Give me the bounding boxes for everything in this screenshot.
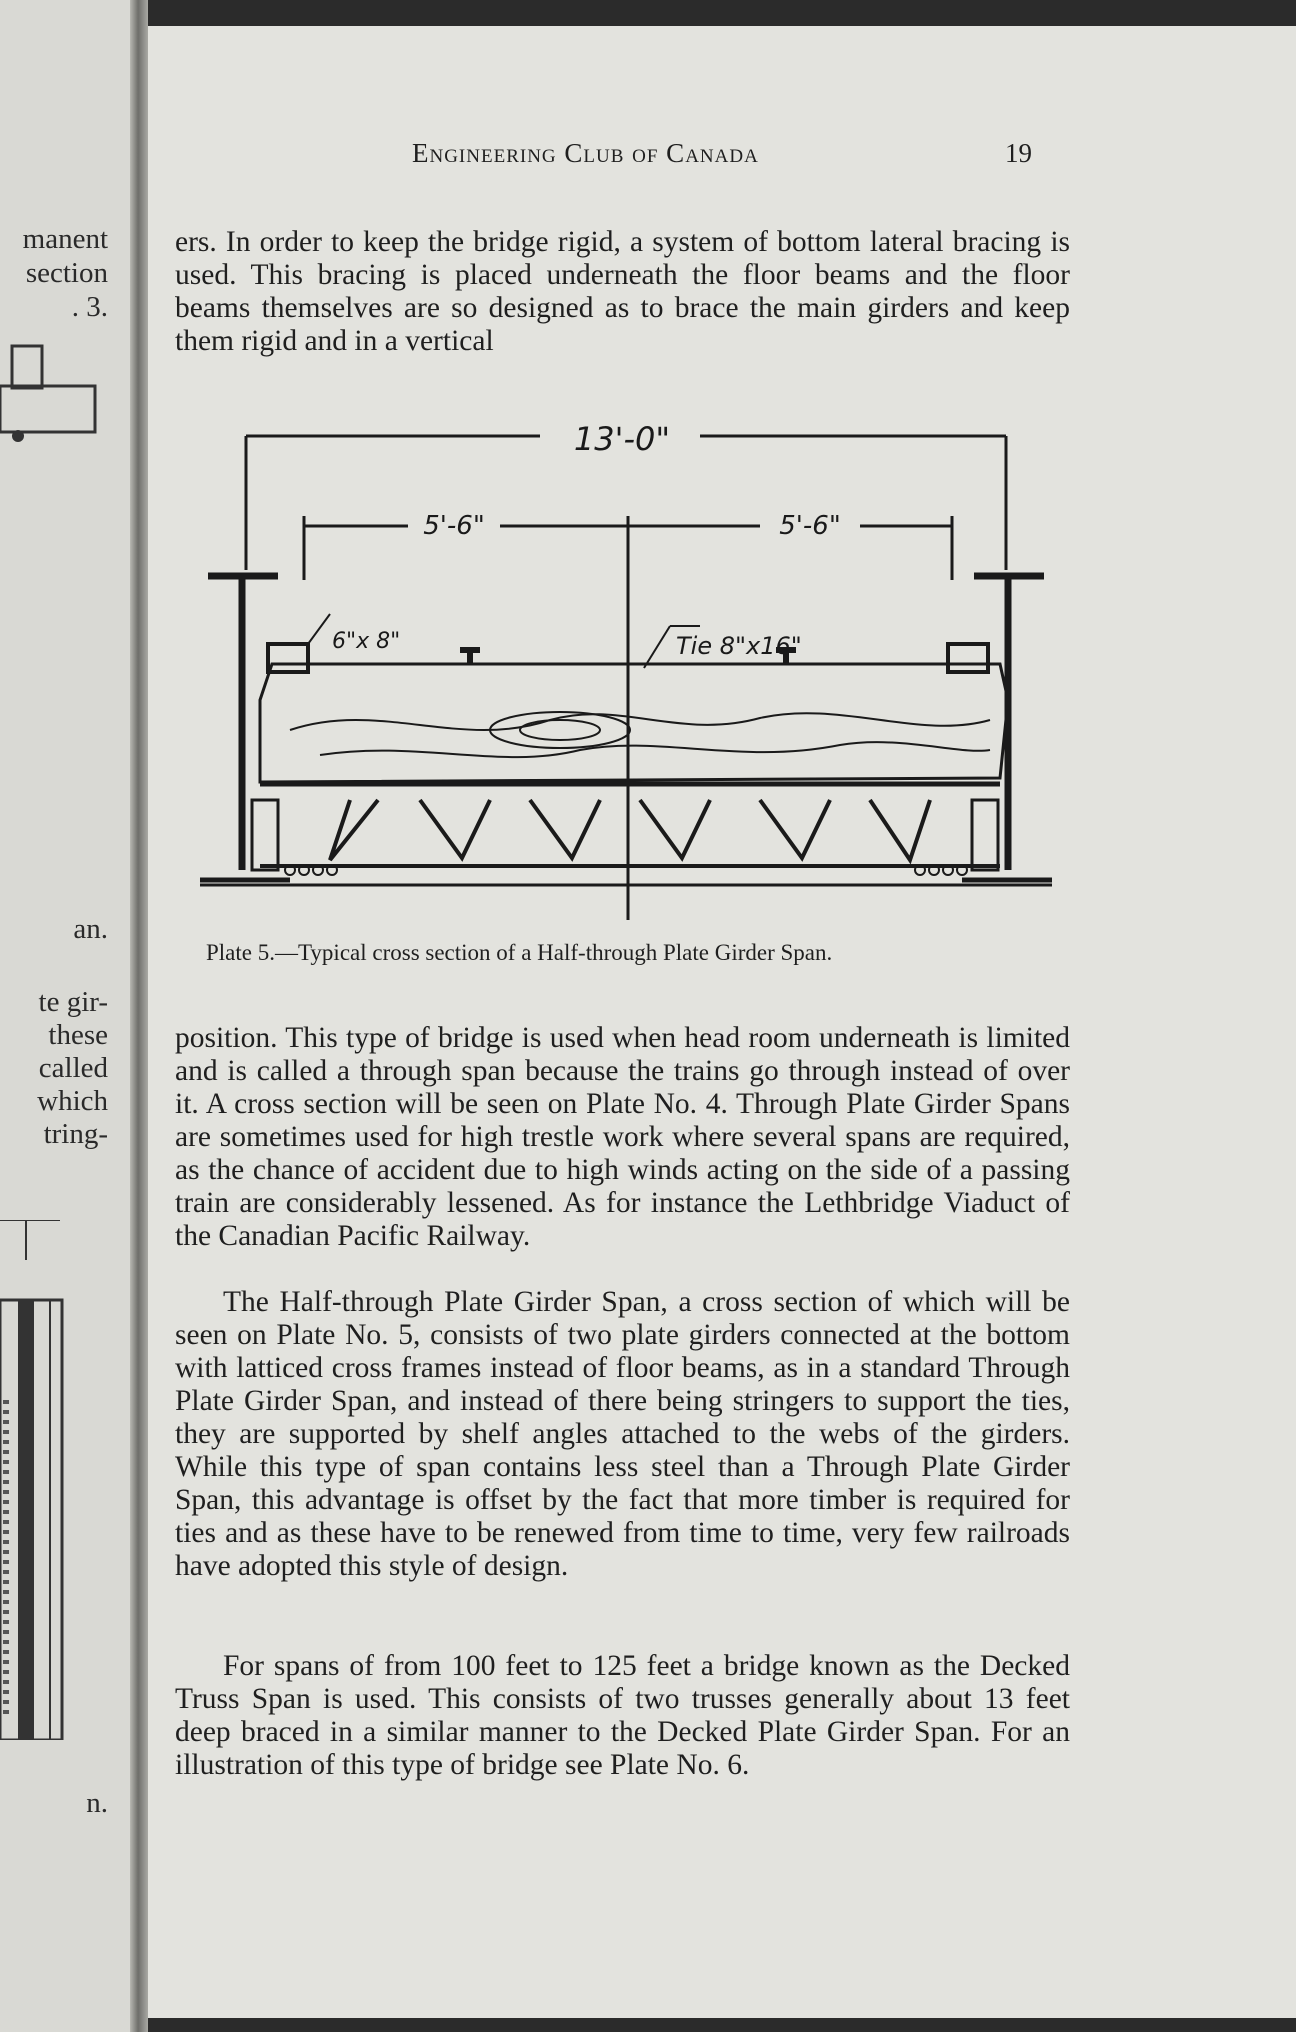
dimension-right: 5'-6": [779, 511, 841, 541]
facing-text-fragment: n.: [86, 1787, 108, 1819]
running-header: [262, 138, 1072, 178]
paragraph-text: The Half-through Plate Girder Span, a cross section of which will be seen on Plate No. 5, consists of two plate girders connected at the bottom with latticed cross frames instead of floor beams, as in a standard Through Plate Girder Span, and instead of there being stringers to support the ties, they are supported by shelf angles attached to the webs of the girders. While this type of span contains less steel than a Through Plate Girder Span, this advantage is offset by the fact that more timber is required for ties and as these have to be renewed from time to time, very few railroads have adopted this style of design.: [175, 1286, 1070, 1582]
cross-section-figure: [200, 400, 1060, 930]
paragraph-text: position. This type of bridge is used when head room underneath is limited and is called a through span because the trains go through instead of over it. A cross section will be seen on Plate No. 4. Through Plate Girder Spans are sometimes used for high trestle work where several spans are required, as the chance of accident due to high winds acting on the side of a passing train are considerably lessened. As for instance the Lethbridge Viaduct of the Canadian Pacific Railway.: [175, 1022, 1070, 1252]
paragraph-4: [175, 1650, 1070, 1782]
facing-text-fragment: an.: [73, 913, 108, 945]
label-block: 6"x 8": [332, 629, 401, 654]
paragraph-text: ers. In order to keep the bridge rigid, a system of bottom lateral bracing is used. This bracing is placed underneath the floor beams and the floor beams themselves are so designed as to brace the main girders and keep them rigid and in a vertical: [175, 226, 1070, 357]
paragraph-text: For spans of from 100 feet to 125 feet a bridge known as the Decked Truss Span is used. This consists of two trusses generally about 13 feet deep braced in a similar manner to the Decked Plate Girder Span. For an illustration of this type of bridge see Plate No. 6.: [175, 1650, 1070, 1781]
dimension-left: 5'-6": [423, 511, 485, 541]
facing-text-fragment: te gir-: [38, 986, 108, 1018]
cross-section-drawing: [200, 400, 1060, 930]
facing-text-fragment: manent: [22, 223, 108, 255]
paragraph-1: [175, 226, 1070, 358]
running-title: Engineering Club of Canada: [412, 138, 759, 168]
label-tie: Tie 8"x16": [676, 632, 802, 660]
paragraph-2: [175, 1022, 1070, 1253]
facing-text-fragment: tring-: [43, 1118, 108, 1150]
facing-text-fragment: which: [37, 1085, 108, 1117]
dimension-total: 13'-0": [573, 420, 671, 458]
facing-text-fragment: these: [48, 1019, 108, 1051]
facing-text-fragment: . 3.: [71, 291, 108, 323]
paragraph-3: [175, 1286, 1070, 1583]
facing-text-fragment: called: [38, 1052, 108, 1084]
facing-page-edge: [0, 0, 130, 2032]
book-gutter: [130, 0, 148, 2032]
facing-text-fragment: section: [25, 257, 108, 289]
facing-figure-fragment: [0, 1220, 130, 1740]
figure-caption: Plate 5.—Typical cross section of a Half-through Plate Girder Span.: [206, 940, 833, 965]
facing-figure-fragment: [0, 340, 130, 450]
page-number: 19: [1005, 138, 1032, 168]
